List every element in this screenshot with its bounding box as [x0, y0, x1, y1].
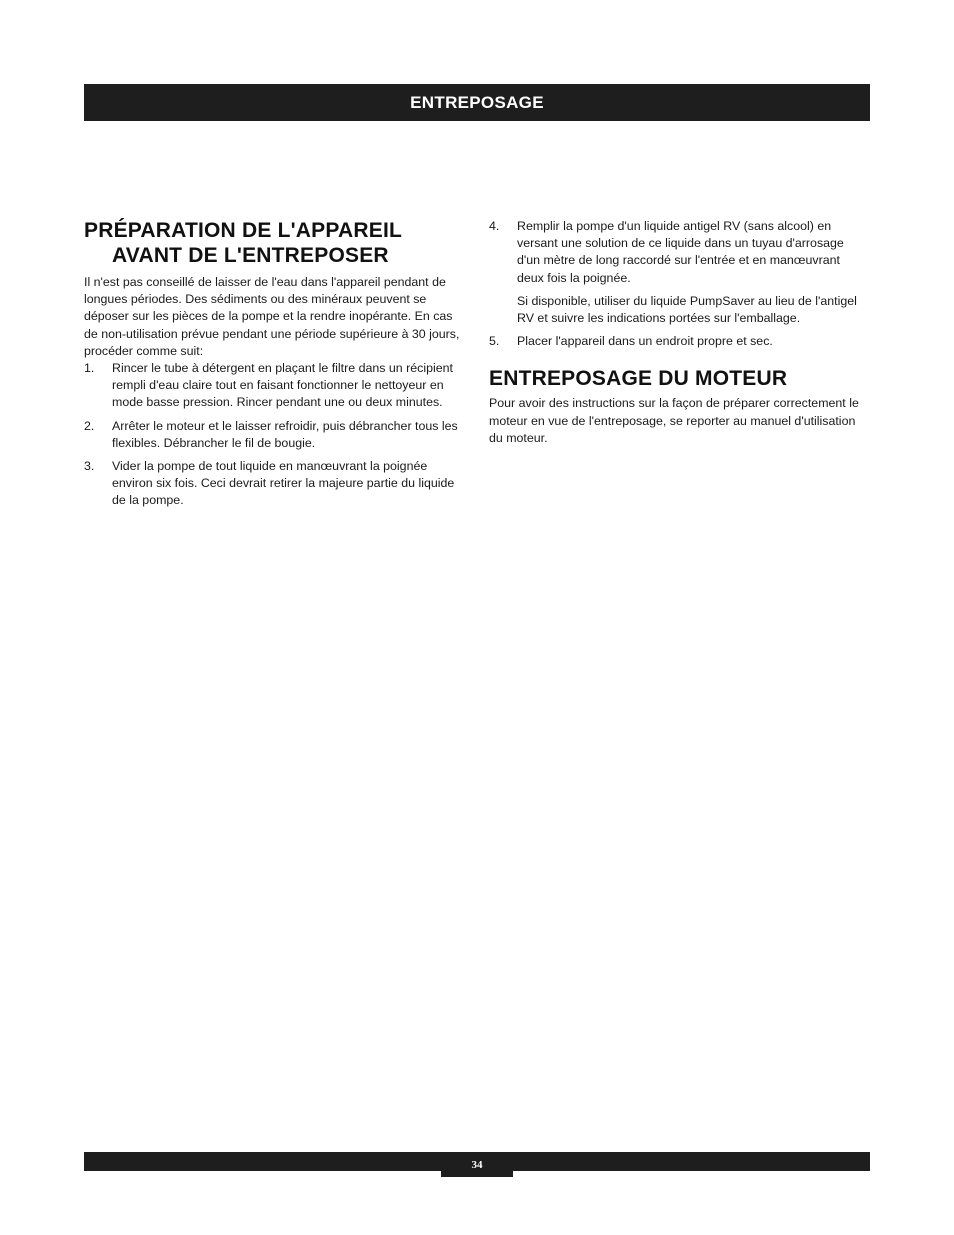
step-text: Remplir la pompe d'un liquide antigel RV (sans alcool) en versant une solution de ce liquide dans un tuyau d'arrosage d'un mètre de long raccordé sur l'entrée et en manœuvrant deux fois la poignée.	[517, 219, 844, 285]
intro-paragraph: Il n'est pas conseillé de laisser de l'eau dans l'appareil pendant de longues périodes. Des sédiments ou des minéraux peuvent se déposer sur les pièces de la pompe et la rendre inopérante. En cas de non-utilisation prévue pendant une période supérieure à 30 jours, procéder comme suit:	[84, 275, 460, 358]
step-3	[84, 458, 466, 510]
step-4-note: Si disponible, utiliser du liquide PumpSaver au lieu de l'antigel RV et suivre les indications portées sur l'emballage.	[517, 293, 857, 326]
engine-storage-paragraph: Pour avoir des instructions sur la façon de préparer correctement le moteur en vue de l'entreposage, se reporter au manuel d'utilisation du moteur.	[489, 396, 859, 445]
step-text: Rincer le tube à détergent en plaçant le filtre dans un récipient rempli d'eau claire tout en faisant fonctionner le nettoyeur en mode basse pression. Rincer pendant une ou deux minutes.	[112, 361, 453, 410]
step-number: 2.	[84, 418, 95, 433]
steps-list	[84, 360, 466, 510]
right-column	[489, 218, 870, 447]
step-1	[84, 360, 466, 412]
step-text: Placer l'appareil dans un endroit propre et sec.	[517, 334, 773, 349]
step-number: 4.	[489, 219, 500, 233]
step-text: Arrêter le moteur et le laisser refroidir, puis débrancher tous les flexibles. Débrancher le fil de bougie.	[112, 418, 458, 450]
heading-engine-storage: ENTREPOSAGE DU MOTEUR	[489, 367, 788, 391]
left-column	[84, 218, 466, 510]
section-title: ENTREPOSAGE	[410, 92, 544, 112]
heading-preparation-line2: AVANT DE L'ENTREPOSER	[112, 244, 389, 267]
page-number: 34	[441, 1152, 513, 1177]
step-2	[84, 418, 466, 452]
step-number: 1.	[84, 361, 95, 376]
step-4	[489, 218, 870, 327]
step-number: 5.	[489, 334, 500, 349]
step-number: 3.	[84, 459, 95, 474]
heading-preparation	[84, 218, 466, 268]
step-text: Vider la pompe de tout liquide en manœuvrant la poignée environ six fois. Ceci devrait retirer la majeure partie du liquide de la pompe.	[112, 459, 455, 508]
step-5	[489, 333, 870, 350]
steps-list-continued	[489, 218, 870, 350]
heading-preparation-line1: PRÉPARATION DE L'APPAREIL	[84, 219, 403, 242]
section-header-bar	[84, 84, 870, 121]
